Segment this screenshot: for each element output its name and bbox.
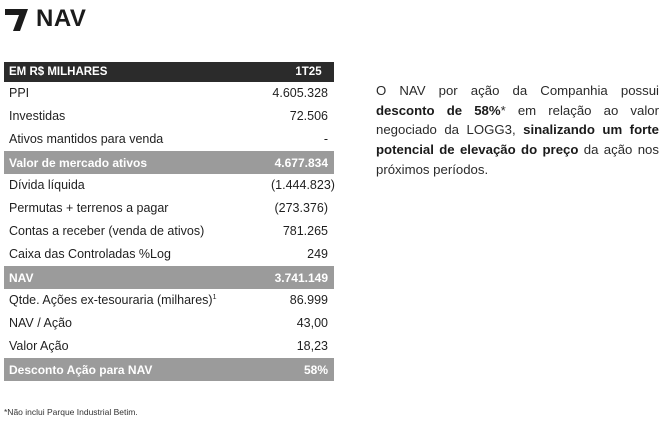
row-value: 249 <box>307 247 328 261</box>
log-logo-icon <box>4 6 30 32</box>
row-label: Valor Ação <box>9 339 69 353</box>
footnote: *Não inclui Parque Industrial Betim. <box>4 407 138 417</box>
row-value: 58% <box>303 362 328 377</box>
row-label: Dívida líquida <box>9 178 85 192</box>
footnote-marker: 1 <box>212 293 217 301</box>
description-part-1: O NAV por ação da Companhia possui <box>376 83 659 99</box>
page-header <box>4 4 86 34</box>
page-title: NAV <box>36 5 87 32</box>
row-label: Valor de mercado ativos <box>9 155 148 170</box>
column-header-label: EM R$ MILHARES <box>9 66 108 78</box>
row-value: 18,23 <box>296 339 328 353</box>
table-row-ativos-mantidos <box>4 128 334 151</box>
table-row-nav-por-acao <box>4 312 334 335</box>
row-value: 781.265 <box>282 224 328 238</box>
table-row-divida-liquida <box>4 174 334 197</box>
row-value: - <box>323 132 328 146</box>
table-row-ppi <box>4 82 334 105</box>
row-label: PPI <box>9 86 30 100</box>
row-label: NAV <box>9 270 34 285</box>
table-row-permutas <box>4 197 334 220</box>
description-part-2: * em relação ao valor negociado da LOGG3, <box>376 102 659 138</box>
row-value: 86.999 <box>289 293 328 307</box>
nav-table <box>4 62 334 381</box>
row-label: Caixa das Controladas %Log <box>9 247 171 261</box>
nav-description <box>376 81 659 179</box>
table-row-qtde-acoes <box>4 289 334 312</box>
table-header-row <box>4 62 334 82</box>
row-value: 4.677.834 <box>274 155 328 170</box>
row-label: Contas a receber (venda de ativos) <box>9 224 205 238</box>
table-row-valor-acao <box>4 335 334 358</box>
description-bold-2: sinalizando um forte potencial de elevação do preço <box>376 122 659 157</box>
table-row-desconto <box>4 358 334 381</box>
row-label: Investidas <box>9 109 66 123</box>
column-header-period: 1T25 <box>295 66 322 78</box>
table-row-valor-mercado <box>4 151 334 174</box>
row-label: Desconto Ação para NAV <box>9 362 153 377</box>
table-row-nav <box>4 266 334 289</box>
row-value: 3.741.149 <box>274 270 328 285</box>
row-value: 4.605.328 <box>272 86 328 100</box>
row-label: Ativos mantidos para venda <box>9 132 164 146</box>
row-label: Permutas + terrenos a pagar <box>9 201 169 215</box>
table-row-caixa-controladas <box>4 243 334 266</box>
row-label: Qtde. Ações ex-tesouraria (milhares) <box>9 293 213 307</box>
description-bold-1: desconto de 58% <box>376 102 501 118</box>
row-label-wrapper <box>4 293 271 307</box>
row-value: (1.444.823) <box>271 178 335 192</box>
table-row-contas-receber <box>4 220 334 243</box>
row-value: 72.506 <box>289 109 328 123</box>
description-part-3: da ação nos próximos períodos. <box>376 141 659 177</box>
row-value: (273.376) <box>274 201 328 215</box>
table-row-investidas <box>4 105 334 128</box>
row-label: NAV / Ação <box>9 316 72 330</box>
row-value: 43,00 <box>296 316 328 330</box>
